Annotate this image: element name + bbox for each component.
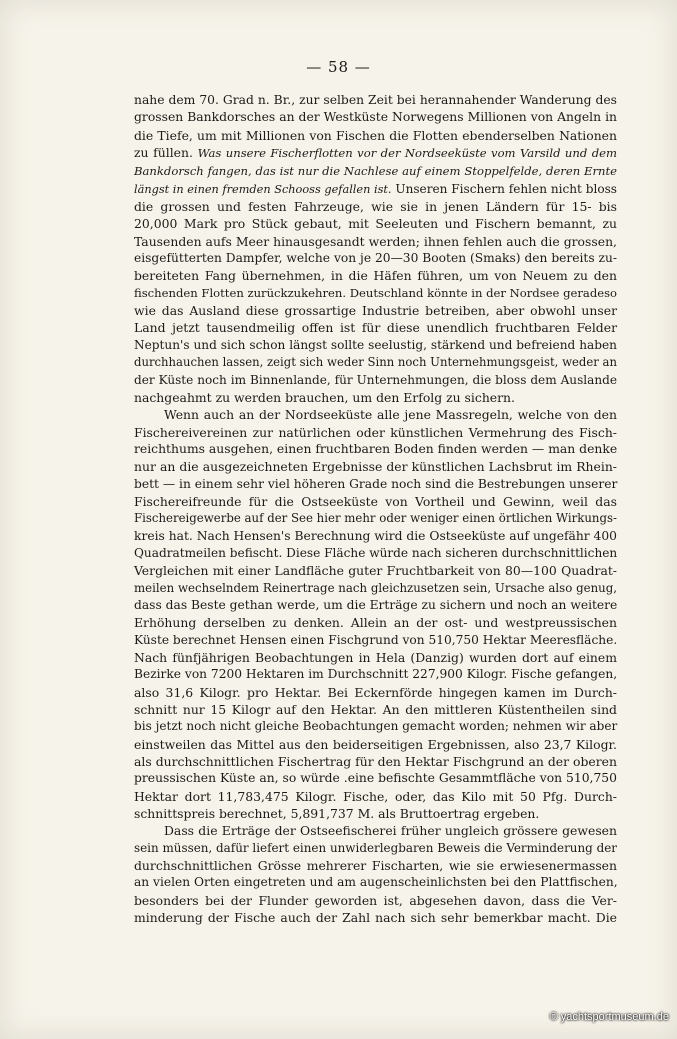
- text-line: [134, 162, 617, 180]
- text-line: Dass die Erträge der Ostseefischerei früher ungleich grössere gewesen: [164, 823, 617, 839]
- italic-text-run: Bankdorsch fangen, das ist nur die Nachlese auf einem Stoppelfelde, deren Ernte: [134, 164, 617, 179]
- text-line: Fischereigewerbe auf der See hier mehr oder weniger einen örtlichen Wirkungs-: [134, 511, 617, 526]
- text-line: nahe dem 70. Grad n. Br., zur selben Zeit bei herannahender Wanderung des: [134, 93, 617, 107]
- text-line: der Küste noch im Binnenlande, für Unternehmungen, die bloss dem Auslande: [134, 372, 617, 387]
- text-line: fischenden Flotten zurückzukehren. Deutschland könnte in der Nordsee geradeso: [134, 285, 618, 300]
- text-line: Bezirke von 7200 Hektaren im Durchschnitt 227,900 Kilogr. Fische gefangen,: [134, 667, 618, 682]
- text-line: Quadratmeilen befischt. Diese Fläche würde nach sicheren durchschnittlichen: [134, 545, 618, 560]
- text-line: bett — in einem sehr viel höheren Grade noch sind die Bestrebungen unserer: [134, 476, 618, 491]
- text-line: Neptun's und sich schon längst sollte seelustig, stärkend und befreiend haben: [134, 337, 617, 352]
- text-run: Unseren Fischern fehlen nicht bloss: [395, 181, 617, 196]
- text-line: Fischereivereinen zur natürlichen oder künstlichen Vermehrung des Fisch-: [134, 424, 617, 440]
- text-line: durchhauchen lassen, zeigt sich weder Sinn noch Unternehmungsgeist, weder an: [134, 355, 617, 370]
- text-line: Tausenden aufs Meer hinausgesandt werden; ihnen fehlen auch die grossen,: [134, 233, 617, 249]
- text-line: bereiteten Fang übernehmen, in die Häfen führen, um von Neuem zu den: [134, 268, 617, 284]
- text-line: Küste berechnet Hensen einen Fischgrund von 510,750 Hektar Meeresfläche.: [134, 632, 618, 647]
- text-line: schnittspreis berechnet, 5,891,737 M. als Bruttoertrag ergeben.: [134, 806, 540, 822]
- text-line: Land jetzt tausendmeilig offen ist für diese unendlich fruchtbaren Felder: [134, 320, 617, 336]
- text-line: die grossen und festen Fahrzeuge, wie sie in jenen Ländern für 15- bis: [134, 199, 617, 215]
- text-line: schnitt nur 15 Kilogr auf den Hektar. An den mittleren Küstentheilen sind: [134, 702, 617, 718]
- text-line: Wenn auch an der Nordseeküste alle jene Massregeln, welche von den: [164, 407, 617, 423]
- text-line: reichthums ausgehen, einen fruchtbaren Boden finden werden — man denke: [134, 441, 618, 456]
- text-line: grossen Bankdorsches an der Westküste Norwegens Millionen von Angeln in: [134, 110, 617, 125]
- text-line: nachgeahmt zu werden brauchen, um den Erfolg zu sichern.: [134, 389, 515, 405]
- text-line: wie das Ausland diese grossartige Industrie betreiben, aber obwohl unser: [134, 303, 617, 319]
- text-line: kreis hat. Nach Hensen's Berechnung wird die Ostseeküste auf ungefähr 400: [134, 528, 617, 543]
- paragraph-3: [134, 822, 617, 926]
- text-line: Fischereifreunde für die Ostseeküste von Vortheil und Gewinn, weil das: [134, 493, 617, 509]
- text-line: also 31,6 Kilogr. pro Hektar. Bei Eckernförde hingegen kamen im Durch-: [134, 684, 617, 700]
- text-line: meilen wechselndem Reinertrage nach gleichzusetzen sein, Ursache also genug,: [134, 580, 617, 595]
- text-line: Hektar dort 11,783,475 Kilogr. Fische, oder, das Kilo mit 50 Pfg. Durch-: [134, 788, 617, 804]
- text-line: Vergleichen mit einer Landfläche guter Fruchtbarkeit von 80—100 Quadrat-: [134, 563, 617, 579]
- text-line: [134, 181, 617, 198]
- text-line: dass das Beste gethan werde, um die Erträge zu sichern und noch an weitere: [134, 597, 618, 612]
- text-line: die Tiefe, um mit Millionen von Fischen die Flotten ebenderselben Nationen: [134, 127, 617, 143]
- body-text: [134, 92, 617, 927]
- italic-text-run: Was unsere Fischerflotten vor der Nordseeküste vom Varsild und dem: [197, 146, 617, 161]
- paragraph-2: [134, 406, 617, 822]
- text-line: bis jetzt noch nicht gleiche Beobachtungen gemacht worden; nehmen wir aber: [134, 719, 618, 734]
- text-line: 20,000 Mark pro Stück gebaut, mit Seeleuten und Fischern bemannt, zu: [134, 216, 617, 232]
- text-line: preussischen Küste an, so würde .eine befischte Gesammtfläche von 510,750: [134, 771, 617, 786]
- text-line: sein müssen, dafür liefert einen unwiderlegbaren Beweis die Verminderung der: [134, 840, 617, 855]
- text-line: einstweilen das Mittel aus den beiderseitigen Ergebnissen, also 23,7 Kilogr.: [134, 736, 617, 752]
- italic-text-run: längst in einen fremden Schooss gefallen ist.: [134, 182, 392, 196]
- page-number: — 58 —: [306, 58, 371, 76]
- text-line: an vielen Orten eingetreten und am augenscheinlichsten bei den Plattfischen,: [134, 875, 618, 890]
- text-line: durchschnittlichen Grösse mehrerer Fischarten, wie sie erwiesenermassen: [134, 858, 617, 874]
- watermark-text: © yachtsportmuseum.de: [549, 1011, 669, 1023]
- text-line: nur an die ausgezeichneten Ergebnisse der künstlichen Lachsbrut im Rhein-: [134, 459, 617, 475]
- text-line: eisgefütterten Dampfer, welche von je 20—30 Booten (Smaks) den bereits zu-: [134, 251, 617, 266]
- text-line: Nach fünfjährigen Beobachtungen in Hela (Danzig) wurden dort auf einem: [134, 650, 617, 665]
- text-line: Erhöhung derselben zu denken. Allein an der ost- und westpreussischen: [134, 615, 617, 631]
- text-line: besonders bei der Flunder geworden ist, abgesehen davon, dass die Ver-: [134, 892, 617, 908]
- text-line: als durchschnittlichen Fischertrag für den Hektar Fischgrund an der oberen: [134, 754, 617, 770]
- paragraph-1: [134, 92, 617, 406]
- text-line: minderung der Fische auch der Zahl nach sich sehr bemerkbar macht. Die: [134, 910, 617, 926]
- text-line: [134, 144, 617, 162]
- text-run: zu füllen.: [134, 145, 193, 161]
